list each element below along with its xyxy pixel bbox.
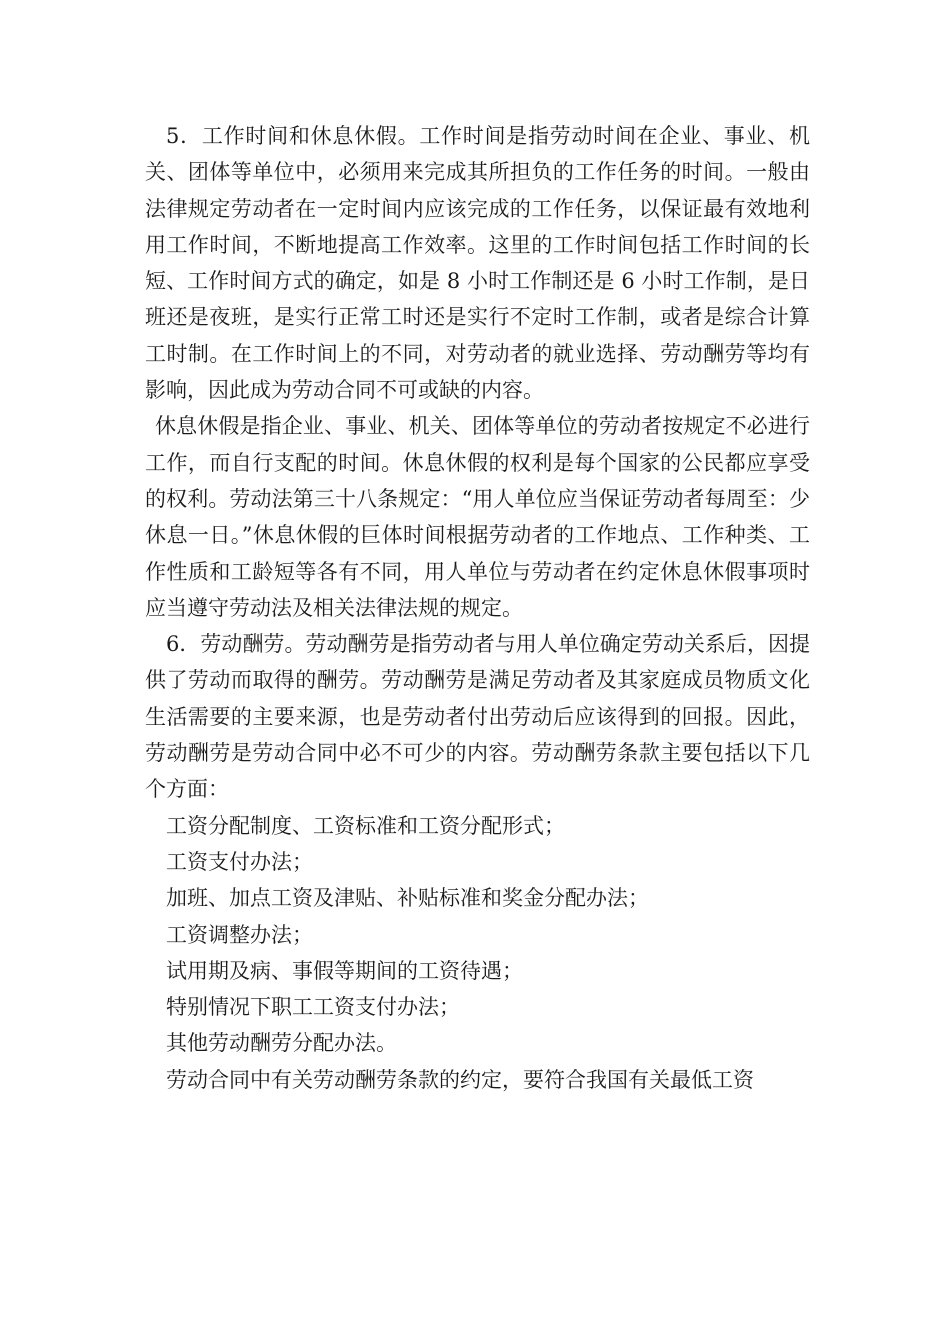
- list-item: 特别情况下职工工资支付办法；: [166, 995, 460, 1020]
- document-page: [145, 118, 810, 1098]
- list-item: 工资支付办法；: [166, 849, 313, 874]
- list-item: 其他劳动酬劳分配办法。: [166, 1031, 397, 1056]
- section-5-paragraph: 5．工作时间和休息休假。工作时间是指劳动时间在企业、事业、机关、团体等单位中，必须用来完成其所担负的工作任务的时间。一般由法律规定劳动者在一定时间内应该完成的工作任务，以保证最有效地利用工作时间，不断地提高工作效率。这里的工作时间包括工作时间的长短、工作时间方式的确定，如是 8 小时工作制还是 6 小时工作制，是日班还是夜班，是实行正常工时还是实行不定时工作制，或者是综合计算工时制。在工作时间上的不同，对劳动者的就业选择、劳动酬劳等均有影响，因此成为劳动合同不可或缺的内容。: [145, 124, 810, 403]
- list-item: 工资调整办法；: [166, 922, 313, 947]
- list-item: 工资分配制度、工资标准和工资分配形式；: [166, 813, 565, 838]
- list-item: 加班、加点工资及津贴、补贴标准和奖金分配办法；: [166, 886, 649, 911]
- rest-leave-paragraph: 休息休假是指企业、事业、机关、团体等单位的劳动者按规定不必进行工作，而自行支配的时间。休息休假的权利是每个国家的公民都应享受的权利。劳动法第三十八条规定：“用人单位应当保证劳动者每周至：少休息一日。”休息休假的巨体时间根据劳动者的工作地点、工作种类、工作性质和工龄短等各有不同，用人单位与劳动者在约定休息休假事项时应当遵守劳动法及相关法律法规的规定。: [145, 414, 810, 620]
- section-6-paragraph: 6．劳动酬劳。劳动酬劳是指劳动者与用人单位确定劳动关系后，因提供了劳动而取得的酬劳。劳动酬劳是满足劳动者及其家庭成员物质文化生活需要的主要来源，也是劳动者付出劳动后应该得到的回报。因此，劳动酬劳是劳动合同中必不可少的内容。劳动酬劳条款主要包括以下几个方面：: [145, 632, 810, 802]
- remuneration-clause-paragraph: 劳动合同中有关劳动酬劳条款的约定，要符合我国有关最低工资: [166, 1067, 754, 1092]
- remuneration-items-list: [145, 808, 810, 1062]
- list-item: 试用期及病、事假等期间的工资待遇；: [166, 958, 523, 983]
